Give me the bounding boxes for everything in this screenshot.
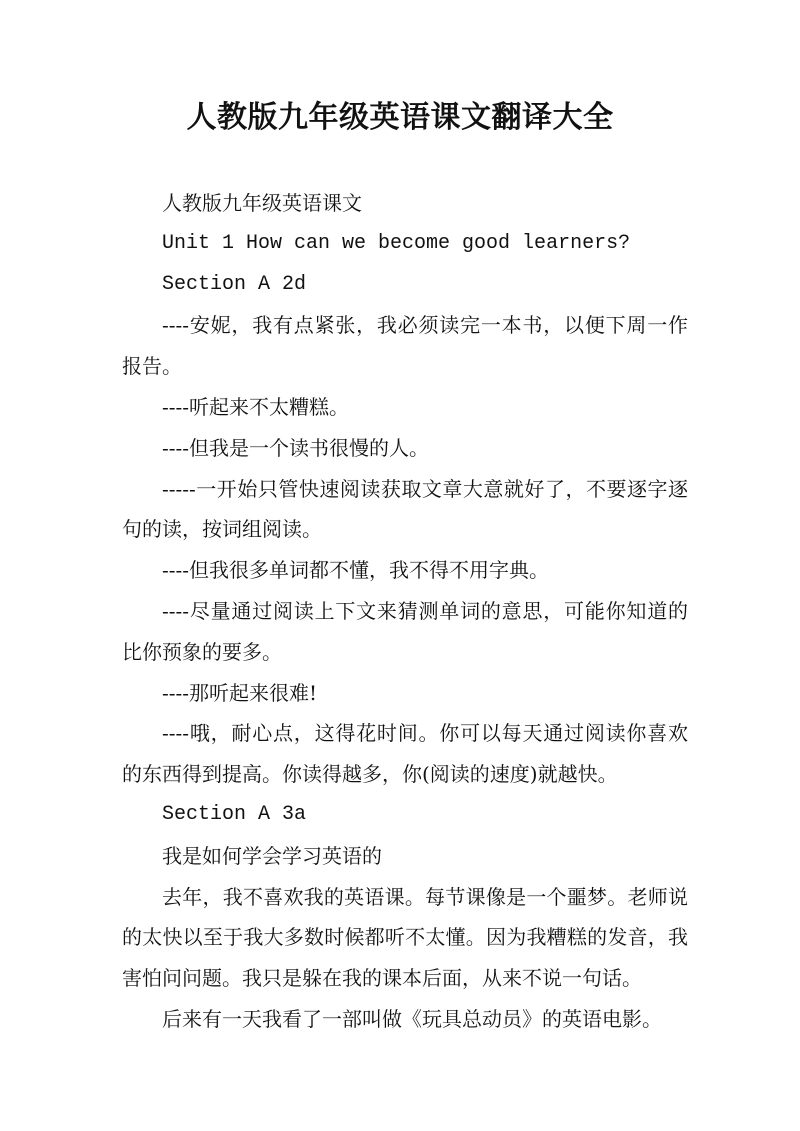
dialogue-line: ----哦，耐心点，这得花时间。你可以每天通过阅读你喜欢的东西得到提高。你读得越多，你(阅读的速度)就越快。 bbox=[122, 721, 688, 787]
dialogue-line: ----听起来不太糟糕。 bbox=[162, 394, 350, 419]
body-paragraph: 后来有一天我看了一部叫做《玩具总动员》的英语电影。 bbox=[162, 1006, 662, 1031]
section-heading-3a: Section A 3a bbox=[162, 802, 307, 826]
article-title: 我是如何学会学习英语的 bbox=[162, 843, 382, 868]
unit-heading: Unit 1 How can we become good learners? bbox=[162, 231, 631, 255]
dialogue-line: ----尽量通过阅读上下文来猜测单词的意思，可能你知道的比你预象的要多。 bbox=[122, 598, 688, 664]
document-title: 人教版九年级英语课文翻译大全 bbox=[186, 100, 614, 135]
dialogue-line: ----那听起来很难! bbox=[162, 680, 318, 705]
document-body bbox=[122, 183, 688, 1040]
intro-heading: 人教版九年级英语课文 bbox=[162, 191, 362, 215]
dialogue-line: ----但我很多单词都不懂，我不得不用字典。 bbox=[162, 558, 550, 583]
dialogue-line: ----但我是一个读书很慢的人。 bbox=[162, 435, 430, 460]
section-heading-2d: Section A 2d bbox=[162, 272, 307, 296]
dialogue-line: ----安妮，我有点紧张，我必须读完一本书，以便下周一作报告。 bbox=[122, 313, 688, 379]
dialogue-line: -----一开始只管快速阅读获取文章大意就好了，不要逐字逐句的读，按词组阅读。 bbox=[122, 476, 688, 542]
body-paragraph: 去年，我不喜欢我的英语课。每节课像是一个噩梦。老师说的太快以至于我大多数时候都听不太懂。因为我糟糕的发音，我害怕问问题。我只是躲在我的课本后面，从来不说一句话。 bbox=[122, 884, 688, 991]
